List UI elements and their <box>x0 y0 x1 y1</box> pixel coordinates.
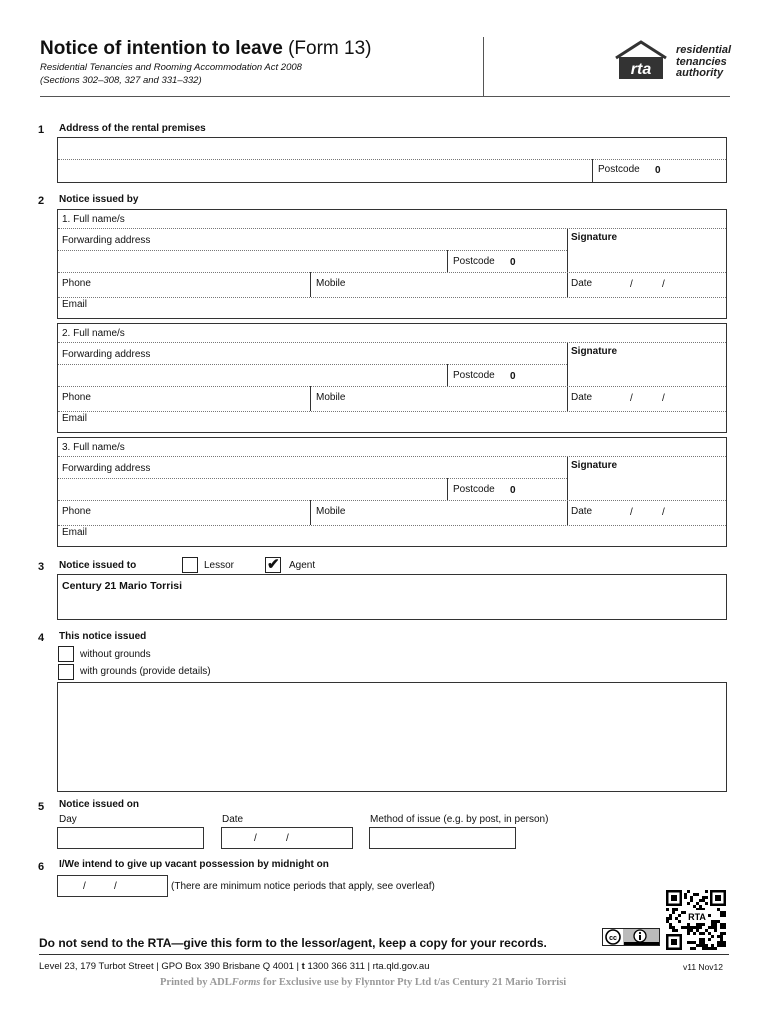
form-title-text: Notice of intention to leave <box>40 38 283 59</box>
issue-date-slash-1: / <box>254 833 257 844</box>
vacate-date-slash-2: / <box>114 881 117 892</box>
section-4-number: 4 <box>38 632 45 644</box>
section-1-heading: Address of the rental premises <box>59 123 206 134</box>
lessor-checkbox[interactable] <box>182 557 198 573</box>
section-6-number: 6 <box>38 861 45 873</box>
mobile-field[interactable] <box>311 387 566 409</box>
cc-text: cc <box>609 935 617 942</box>
phone-field[interactable] <box>58 501 310 523</box>
notice-period-note: (There are minimum notice periods that apply, see overleaf) <box>171 881 435 892</box>
header-divider <box>40 96 730 97</box>
email-label: Email <box>62 413 88 424</box>
printed-by-notice <box>160 977 566 988</box>
footer-instruction: Do not send to the RTA—give this form to the lessor/agent, keep a copy for your records. <box>39 936 547 950</box>
signature-field[interactable] <box>568 229 726 272</box>
date-label: Date <box>571 392 593 403</box>
postcode-separator <box>447 364 448 386</box>
phone-field[interactable] <box>58 387 310 409</box>
logo-line-3: authority <box>676 67 724 79</box>
date-slash-1: / <box>630 279 633 290</box>
lessor-label: Lessor <box>204 560 235 571</box>
signature-label: Signature <box>571 460 618 471</box>
vacate-date-field[interactable] <box>57 875 168 897</box>
printed-rest: for Exclusive use by Flynntor Pty Ltd t/as Century 21 Mario Torrisi <box>260 977 567 988</box>
section-3-heading: Notice issued to <box>59 560 137 571</box>
mobile-label: Mobile <box>316 278 346 289</box>
mobile-field[interactable] <box>311 273 566 295</box>
qr-code-icon <box>666 890 726 950</box>
with-grounds-label: with grounds (provide details) <box>80 666 211 677</box>
act-sections: (Sections 302–308, 327 and 331–332) <box>40 75 202 86</box>
day-field[interactable] <box>57 827 204 849</box>
mobile-label: Mobile <box>316 392 346 403</box>
signature-field[interactable] <box>568 343 726 386</box>
logo-wordmark <box>676 45 731 80</box>
postcode-separator <box>447 478 448 500</box>
issuer-full-name-label: 1. Full name/s <box>62 214 125 225</box>
rta-logo-icon <box>610 36 672 84</box>
form-subtitle <box>40 61 302 87</box>
date-slash-1: / <box>630 393 633 404</box>
issue-date-label: Date <box>222 814 244 825</box>
date-field[interactable] <box>568 501 726 523</box>
agent-label: Agent <box>289 560 316 571</box>
issuer-postcode-label: Postcode <box>453 484 495 495</box>
date-slash-2: / <box>662 393 665 404</box>
forwarding-address-label: Forwarding address <box>62 349 151 360</box>
email-field[interactable] <box>58 298 726 318</box>
logo-line-1: residential <box>676 44 732 56</box>
issuer-postcode-value[interactable]: 0 <box>510 485 516 496</box>
method-field[interactable] <box>369 827 516 849</box>
postcode-separator <box>447 250 448 272</box>
with-grounds-checkbox[interactable] <box>58 664 74 680</box>
form-version: v11 Nov12 <box>683 962 724 972</box>
without-grounds-label: without grounds <box>80 649 151 660</box>
forwarding-address-label: Forwarding address <box>62 235 151 246</box>
section-5-heading: Notice issued on <box>59 799 140 810</box>
footer-divider <box>39 954 729 955</box>
email-label: Email <box>62 299 88 310</box>
date-label: Date <box>571 506 593 517</box>
footer-phone-web: 1300 366 311 | rta.qld.gov.au <box>304 961 430 972</box>
check-icon: ✔ <box>267 556 280 573</box>
postcode-separator <box>592 159 593 182</box>
section-2-number: 2 <box>38 195 45 207</box>
printed-by: Printed by ADL <box>160 977 232 988</box>
phone-label: Phone <box>62 278 91 289</box>
signature-label: Signature <box>571 346 618 357</box>
form-number: (Form 13) <box>288 38 372 59</box>
issue-date-slash-2: / <box>286 833 289 844</box>
act-name: Residential Tenancies and Rooming Accommodation Act 2008 <box>40 62 302 73</box>
recipient-value: Century 21 Mario Torrisi <box>62 580 183 592</box>
date-slash-1: / <box>630 507 633 518</box>
logo-line-2: tenancies <box>676 55 727 68</box>
section-4-heading: This notice issued <box>59 631 147 642</box>
date-field[interactable] <box>568 387 726 409</box>
logo-mark-text: rta <box>630 61 652 78</box>
printed-forms: Forms <box>231 977 261 988</box>
day-label: Day <box>59 814 77 825</box>
section-3-number: 3 <box>38 561 45 573</box>
grounds-details-field[interactable] <box>57 682 727 792</box>
phone-label: Phone <box>62 506 91 517</box>
footer-phone-prefix: t <box>301 961 305 972</box>
address-postcode-value[interactable]: 0 <box>655 165 661 176</box>
vacate-date-slash-1: / <box>83 881 86 892</box>
date-slash-2: / <box>662 279 665 290</box>
issuer-postcode-value[interactable]: 0 <box>510 371 516 382</box>
section-6-heading: I/We intend to give up vacant possession by midnight on <box>59 859 329 870</box>
section-5-number: 5 <box>38 801 45 813</box>
header-divider-vertical <box>483 37 484 97</box>
form-title <box>40 38 372 60</box>
creative-commons-icon <box>602 928 660 946</box>
footer-address: Level 23, 179 Turbot Street | GPO Box 390 Brisbane Q 4001 | <box>39 961 302 972</box>
date-field[interactable] <box>568 273 726 295</box>
method-label: Method of issue (e.g. by post, in person) <box>370 814 549 825</box>
address-postcode-label: Postcode <box>598 164 640 175</box>
email-field[interactable] <box>58 412 726 432</box>
issuer-full-name-label: 2. Full name/s <box>62 328 125 339</box>
signature-label: Signature <box>571 232 618 243</box>
footer-contact <box>39 961 429 972</box>
qr-label: RTA <box>688 912 706 922</box>
forwarding-address-label: Forwarding address <box>62 463 151 474</box>
date-label: Date <box>571 278 593 289</box>
without-grounds-checkbox[interactable] <box>58 646 74 662</box>
mobile-field[interactable] <box>311 501 566 523</box>
issuer-postcode-value[interactable]: 0 <box>510 257 516 268</box>
mobile-label: Mobile <box>316 506 346 517</box>
section-1-number: 1 <box>38 124 45 136</box>
email-label: Email <box>62 527 88 538</box>
phone-field[interactable] <box>58 273 310 295</box>
email-field[interactable] <box>58 526 726 546</box>
address-divider <box>58 159 726 160</box>
address-field[interactable] <box>57 137 727 183</box>
section-2-heading: Notice issued by <box>59 194 139 205</box>
issuer-full-name-label: 3. Full name/s <box>62 442 125 453</box>
issuer-postcode-label: Postcode <box>453 256 495 267</box>
issuer-postcode-label: Postcode <box>453 370 495 381</box>
phone-label: Phone <box>62 392 91 403</box>
date-slash-2: / <box>662 507 665 518</box>
signature-field[interactable] <box>568 457 726 500</box>
agent-checkbox[interactable] <box>265 557 281 573</box>
